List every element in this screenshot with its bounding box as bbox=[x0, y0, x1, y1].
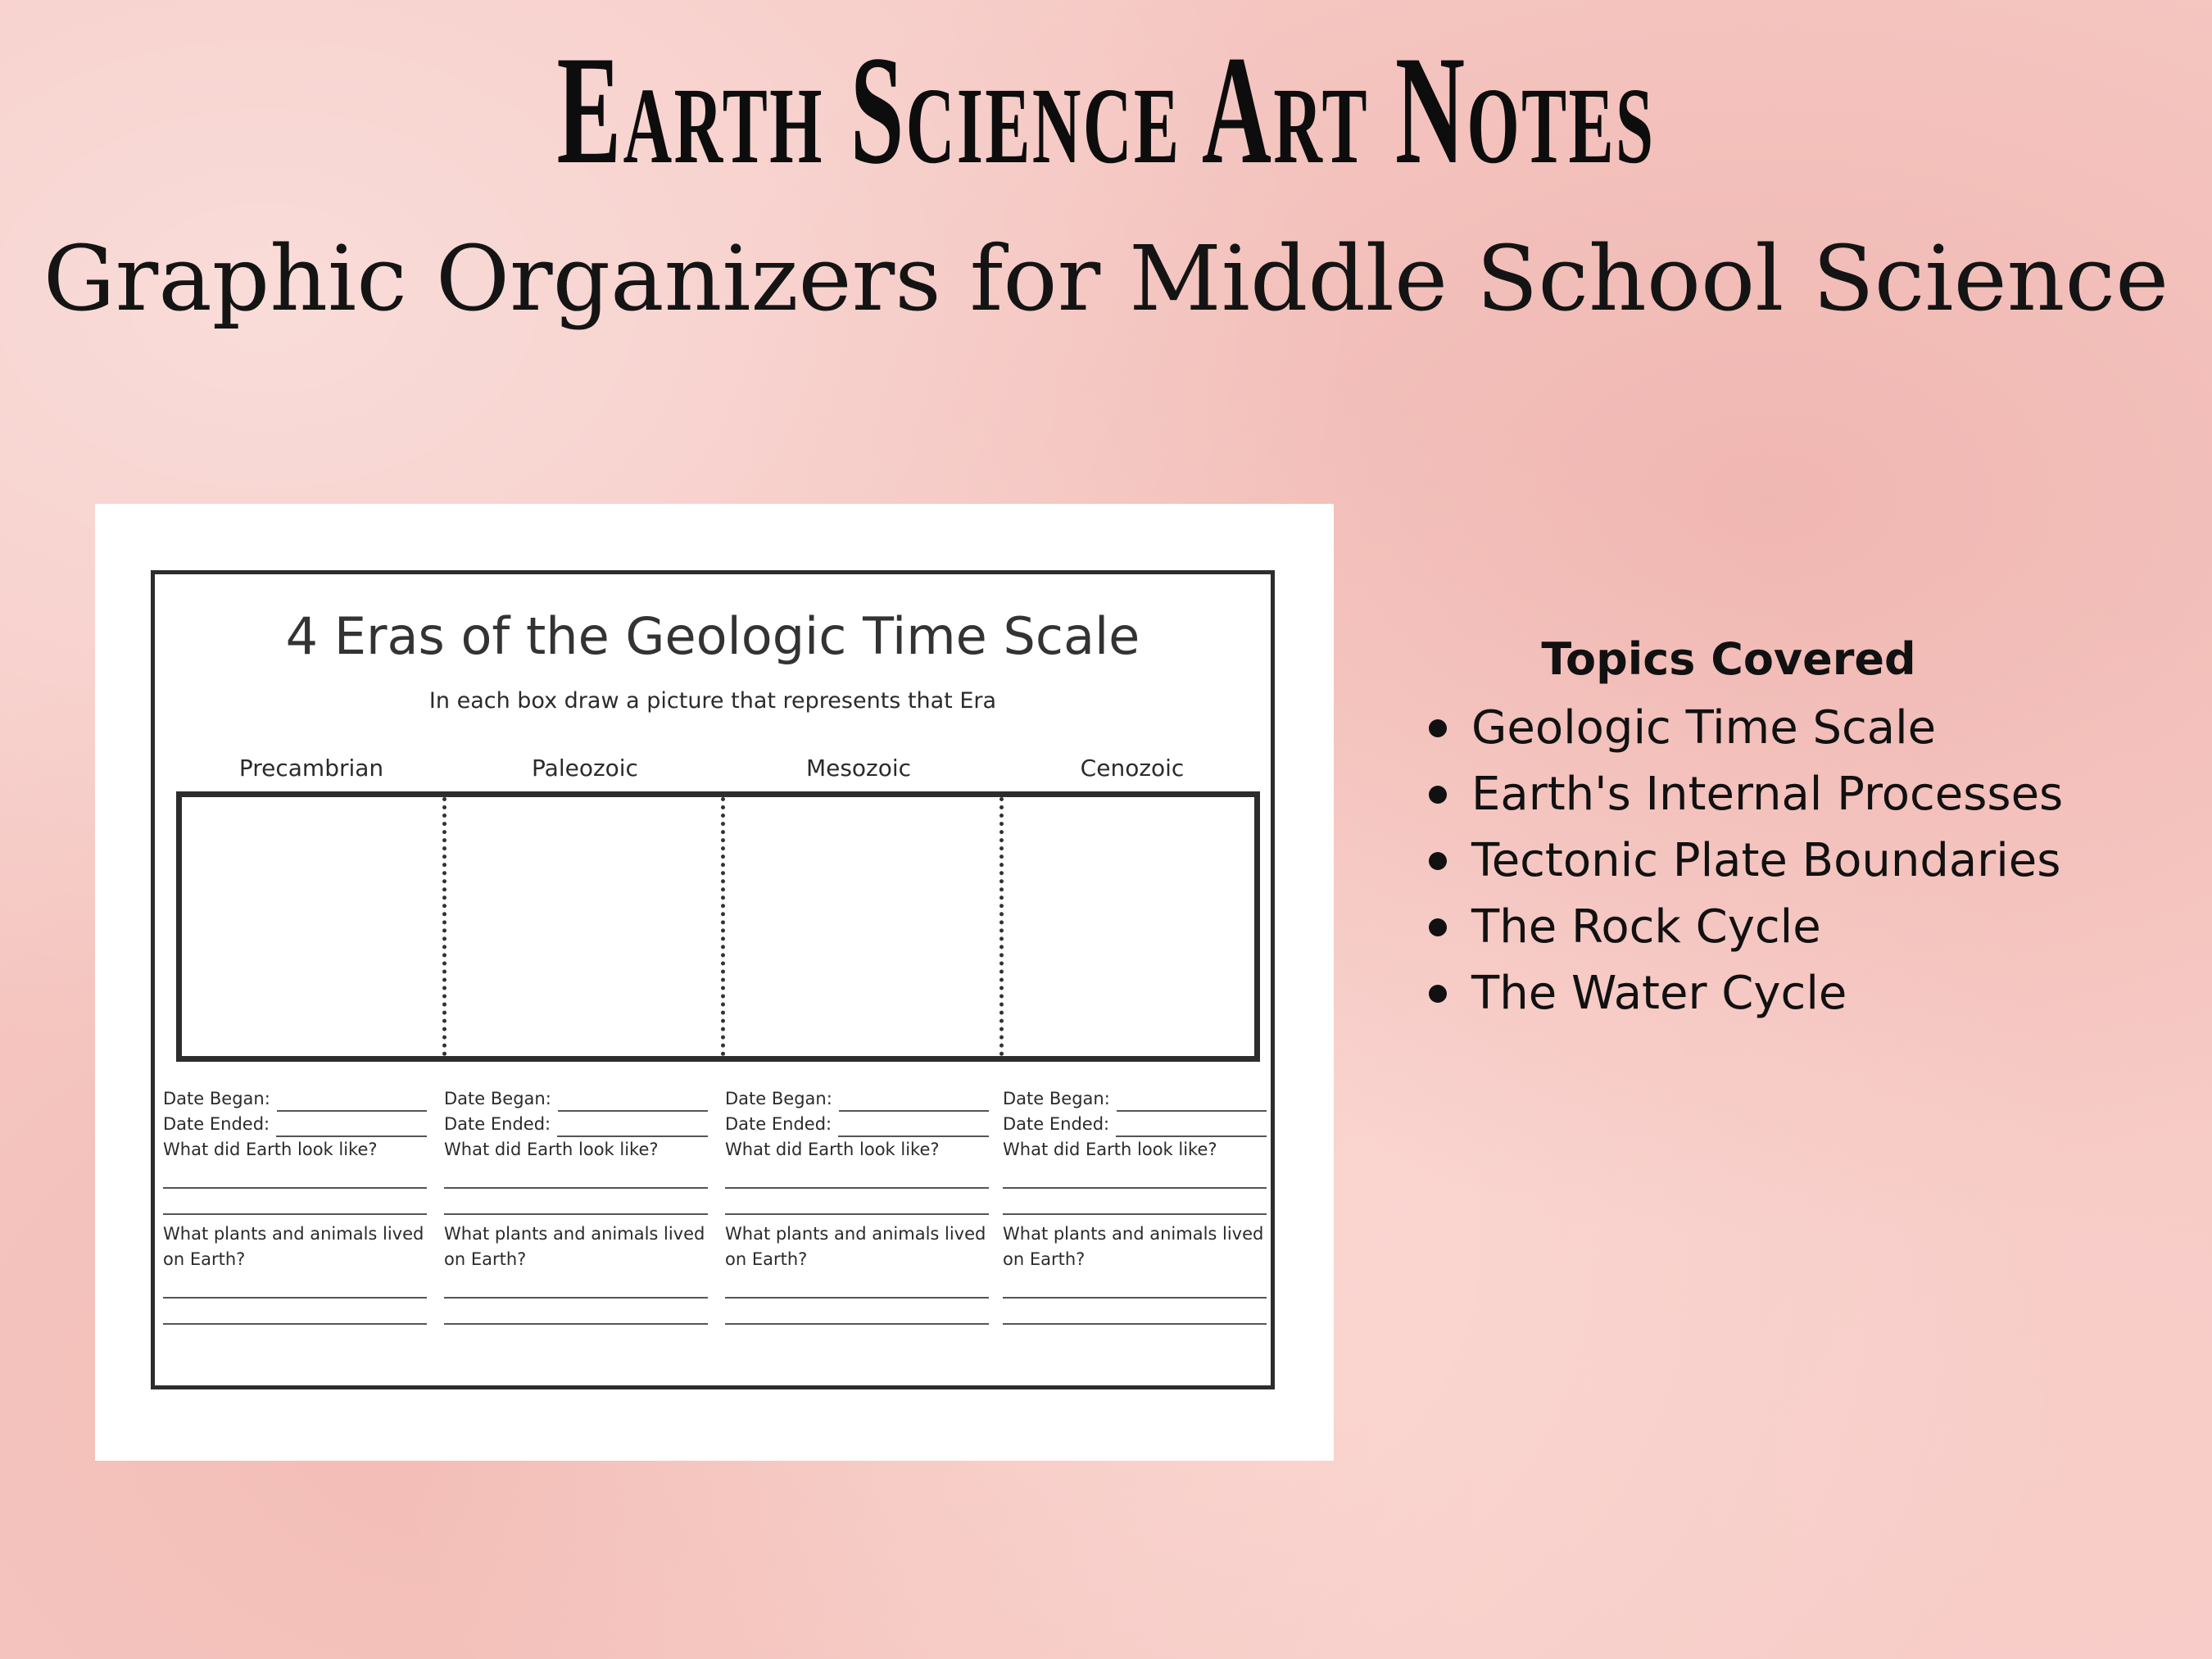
worksheet-preview bbox=[95, 504, 1334, 1461]
era-label-paleozoic: Paleozoic bbox=[532, 755, 638, 782]
date-began-line bbox=[277, 1092, 427, 1112]
worksheet-title: 4 Eras of the Geologic Time Scale bbox=[285, 606, 1140, 666]
date-began-line bbox=[1117, 1092, 1267, 1112]
answer-line bbox=[725, 1272, 989, 1299]
era-labels bbox=[176, 753, 1258, 786]
bullet-icon bbox=[1429, 719, 1447, 737]
life-question-line1: What plants and animals lived bbox=[725, 1224, 986, 1244]
life-question-line2: on Earth? bbox=[444, 1249, 527, 1269]
earth-question: What did Earth look like? bbox=[444, 1140, 659, 1159]
topic-item bbox=[1426, 894, 2163, 960]
date-began-label: Date Began: bbox=[163, 1089, 270, 1108]
life-question-line1: What plants and animals lived bbox=[163, 1224, 424, 1244]
bullet-icon bbox=[1429, 918, 1447, 936]
answer-line bbox=[163, 1163, 427, 1189]
date-began-label: Date Began: bbox=[444, 1089, 551, 1108]
drawing-box bbox=[176, 791, 1260, 1062]
date-began-line bbox=[839, 1092, 989, 1112]
era-notes-precambrian bbox=[163, 1086, 427, 1325]
worksheet-instruction: In each box draw a picture that represents that Era bbox=[428, 688, 997, 714]
bullet-icon bbox=[1429, 786, 1447, 804]
answer-line bbox=[1003, 1189, 1267, 1215]
page-subtitle: Graphic Organizers for Middle School Science bbox=[43, 226, 2169, 331]
answer-line bbox=[725, 1299, 989, 1325]
life-question-line2: on Earth? bbox=[725, 1249, 808, 1269]
bullet-icon bbox=[1429, 985, 1447, 1003]
topic-item bbox=[1426, 960, 2163, 1027]
topic-label: Geologic Time Scale bbox=[1471, 701, 1937, 755]
date-began-label: Date Began: bbox=[725, 1089, 832, 1108]
date-ended-line bbox=[276, 1117, 427, 1137]
answer-line bbox=[1003, 1163, 1267, 1189]
date-ended-label: Date Ended: bbox=[725, 1114, 832, 1134]
answer-line bbox=[163, 1272, 427, 1299]
life-question-line1: What plants and animals lived bbox=[444, 1224, 705, 1244]
topic-label: The Rock Cycle bbox=[1471, 900, 1821, 954]
answer-line bbox=[163, 1299, 427, 1325]
topic-label: The Water Cycle bbox=[1471, 967, 1847, 1020]
divider-1 bbox=[442, 797, 446, 1056]
era-label-cenozoic: Cenozoic bbox=[1080, 755, 1185, 782]
divider-3 bbox=[999, 797, 1004, 1056]
era-notes-paleozoic bbox=[444, 1086, 708, 1325]
topics-heading: Topics Covered bbox=[1541, 633, 1916, 685]
answer-line bbox=[444, 1189, 708, 1215]
answer-line bbox=[725, 1189, 989, 1215]
answer-line bbox=[725, 1163, 989, 1189]
date-ended-line bbox=[838, 1117, 989, 1137]
date-ended-label: Date Ended: bbox=[1003, 1114, 1110, 1134]
answer-line bbox=[444, 1163, 708, 1189]
answer-line bbox=[444, 1299, 708, 1325]
divider-2 bbox=[721, 797, 725, 1056]
answer-line bbox=[1003, 1299, 1267, 1325]
earth-question: What did Earth look like? bbox=[1003, 1140, 1217, 1159]
life-question-line2: on Earth? bbox=[1003, 1249, 1086, 1269]
era-notes-mesozoic bbox=[725, 1086, 989, 1325]
earth-question: What did Earth look like? bbox=[725, 1140, 940, 1159]
life-question-line2: on Earth? bbox=[163, 1249, 246, 1269]
date-ended-label: Date Ended: bbox=[444, 1114, 551, 1134]
answer-line bbox=[163, 1189, 427, 1215]
worksheet-frame bbox=[151, 570, 1275, 1389]
answer-line bbox=[1003, 1272, 1267, 1299]
topic-label: Tectonic Plate Boundaries bbox=[1471, 834, 2061, 887]
answer-line bbox=[444, 1272, 708, 1299]
bullet-icon bbox=[1429, 852, 1447, 870]
topic-item bbox=[1426, 695, 2163, 761]
era-label-precambrian: Precambrian bbox=[238, 755, 384, 782]
life-question-line1: What plants and animals lived bbox=[1003, 1224, 1264, 1244]
date-began-label: Date Began: bbox=[1003, 1089, 1110, 1108]
topics-covered bbox=[1426, 631, 2163, 1027]
date-ended-label: Date Ended: bbox=[163, 1114, 270, 1134]
date-ended-line bbox=[557, 1117, 708, 1137]
topics-list bbox=[1426, 695, 2163, 1027]
topic-item bbox=[1426, 827, 2163, 894]
era-label-mesozoic: Mesozoic bbox=[805, 755, 912, 782]
date-began-line bbox=[558, 1092, 708, 1112]
earth-question: What did Earth look like? bbox=[163, 1140, 378, 1159]
date-ended-line bbox=[1116, 1117, 1267, 1137]
era-notes-cenozoic bbox=[1003, 1086, 1267, 1325]
page-title: Earth Science Art Notes bbox=[556, 25, 1656, 197]
topic-item bbox=[1426, 761, 2163, 827]
topic-label: Earth's Internal Processes bbox=[1471, 768, 2064, 821]
